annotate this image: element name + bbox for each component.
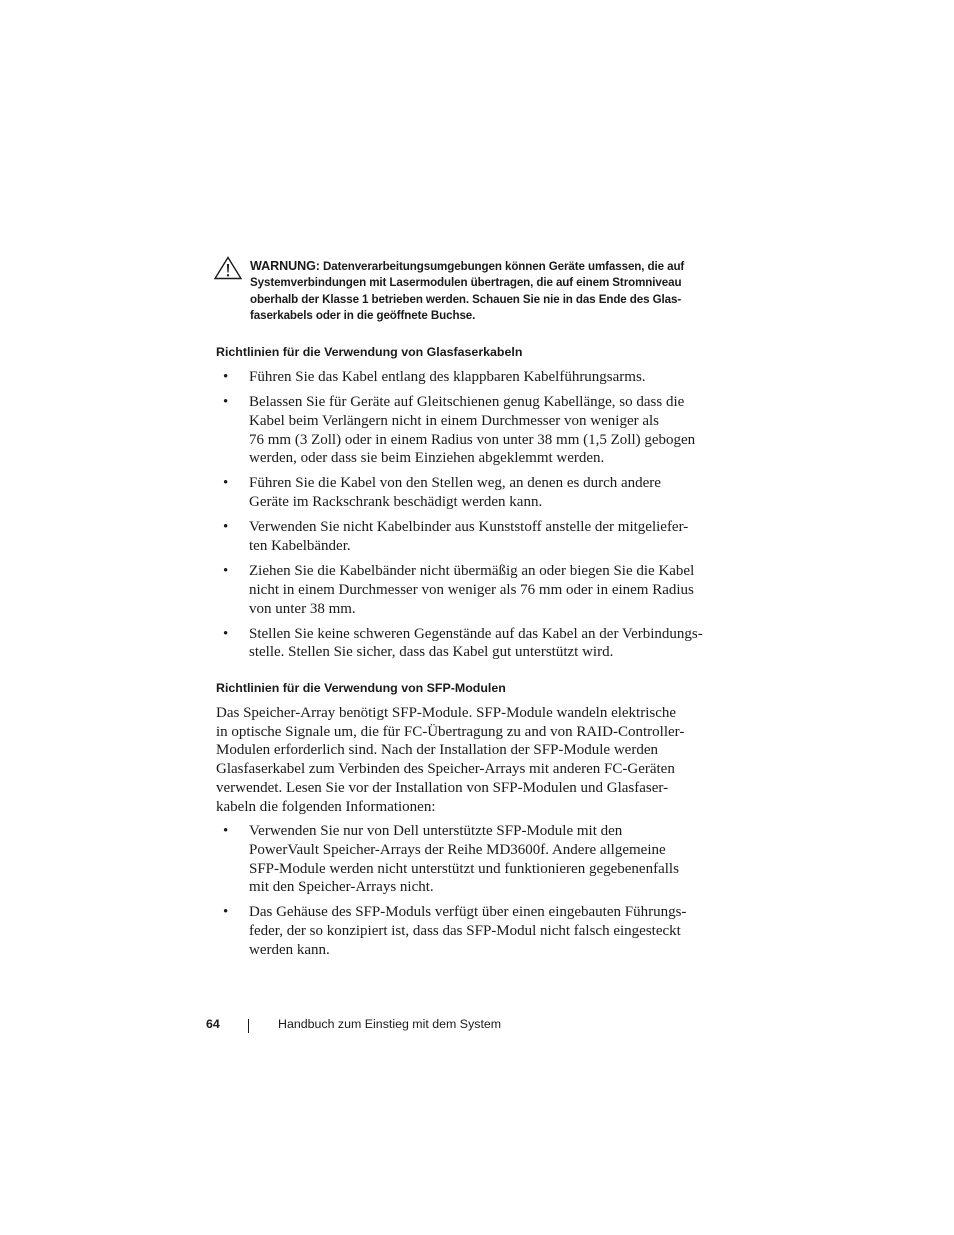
- bullet-list-sfp-module: [222, 822, 722, 966]
- bullet-list-glasfaserkabel: [222, 368, 722, 668]
- bullet-icon: •: [223, 904, 229, 921]
- warning-line-3: oberhalb der Klasse 1 betrieben werden. Schauen Sie nie in das Ende des Glas-: [250, 292, 682, 306]
- bullet-icon: •: [223, 519, 229, 536]
- warning-icon: [213, 256, 243, 280]
- list-item: • Verwenden Sie nicht Kabelbinder aus Kunststoff anstelle der mitgeliefer- ten Kabelbänder.: [223, 519, 689, 554]
- list-item: • Ziehen Sie die Kabelbänder nicht übermäßig an oder biegen Sie die Kabel nicht in einem Durchmesser von weniger als 76 mm oder in einem Radius von unter 38 mm.: [223, 562, 695, 617]
- warning-line-1: WARNUNG: Datenverarbeitungsumgebungen können Geräte umfassen, die auf: [250, 259, 685, 273]
- warning-line-4: faserkabels oder in die geöffnete Buchse.: [250, 309, 476, 323]
- body-paragraph: Das Speicher-Array benötigt SFP-Module. SFP-Module wandeln elektrische in optische Signale um, die für FC-Übertragung zu and von RAID-Controller- Modulen erforderlich sind. Nach der Installation der SFP-Module werden Glasfaserkabel zum Verbinden des Speicher-Arrays mit anderen FC-Geräten verwendet. Lesen Sie vor der Installation von SFP-Modulen und Glasfaser- kabeln die folgenden Informationen:: [216, 705, 685, 815]
- footer-divider: [248, 1019, 249, 1033]
- section-heading-sfp-module: Richtlinien für die Verwendung von SFP-Modulen: [216, 681, 506, 695]
- list-item: • Verwenden Sie nur von Dell unterstützte SFP-Module mit den PowerVault Speicher-Arrays der Reihe MD3600f. Andere allgemeine SFP-Module werden nicht unterstützt und funktionieren gegebenenfalls mit den Speicher-Arrays nicht.: [223, 823, 679, 896]
- list-item: • Belassen Sie für Geräte auf Gleitschienen genug Kabellänge, so dass die Kabel beim Verlängern nicht in einem Durchmesser von weniger als 76 mm (3 Zoll) oder in einem Radius von unter 38 mm (1,5 Zoll) gebogen werden, oder dass sie beim Einziehen abgeklemmt werden.: [223, 393, 696, 467]
- section-heading-glasfaserkabel: Richtlinien für die Verwendung von Glasfaserkabeln: [216, 345, 523, 359]
- footer-title: Handbuch zum Einstieg mit dem System: [278, 1017, 502, 1031]
- bullet-icon: •: [223, 625, 229, 642]
- list-item: • Das Gehäuse des SFP-Moduls verfügt über einen eingebauten Führungs- feder, der so konzipiert ist, dass das SFP-Modul nicht falsch eingesteckt werden kann.: [223, 904, 687, 958]
- bullet-icon: •: [223, 823, 229, 839]
- list-item: • Führen Sie die Kabel von den Stellen weg, an denen es durch andere Geräte im Rackschrank beschädigt werden kann.: [223, 475, 661, 511]
- list-item: • Stellen Sie keine schweren Gegenstände auf das Kabel an der Verbindungs- stelle. Stellen Sie sicher, dass das Kabel gut unterstützt wird.: [223, 625, 703, 661]
- bullet-icon: •: [223, 369, 229, 385]
- warning-label: WARNUNG:: [250, 259, 320, 273]
- bullet-icon: •: [223, 475, 229, 492]
- warning-line-2: Systemverbindungen mit Lasermodulen übertragen, die auf einem Stromniveau: [250, 276, 682, 290]
- list-item: • Führen Sie das Kabel entlang des klappbaren Kabelführungsarms.: [223, 369, 646, 385]
- page-number: 64: [206, 1017, 220, 1031]
- warning-note: [250, 258, 720, 325]
- bullet-icon: •: [223, 393, 229, 410]
- bullet-icon: •: [223, 562, 229, 579]
